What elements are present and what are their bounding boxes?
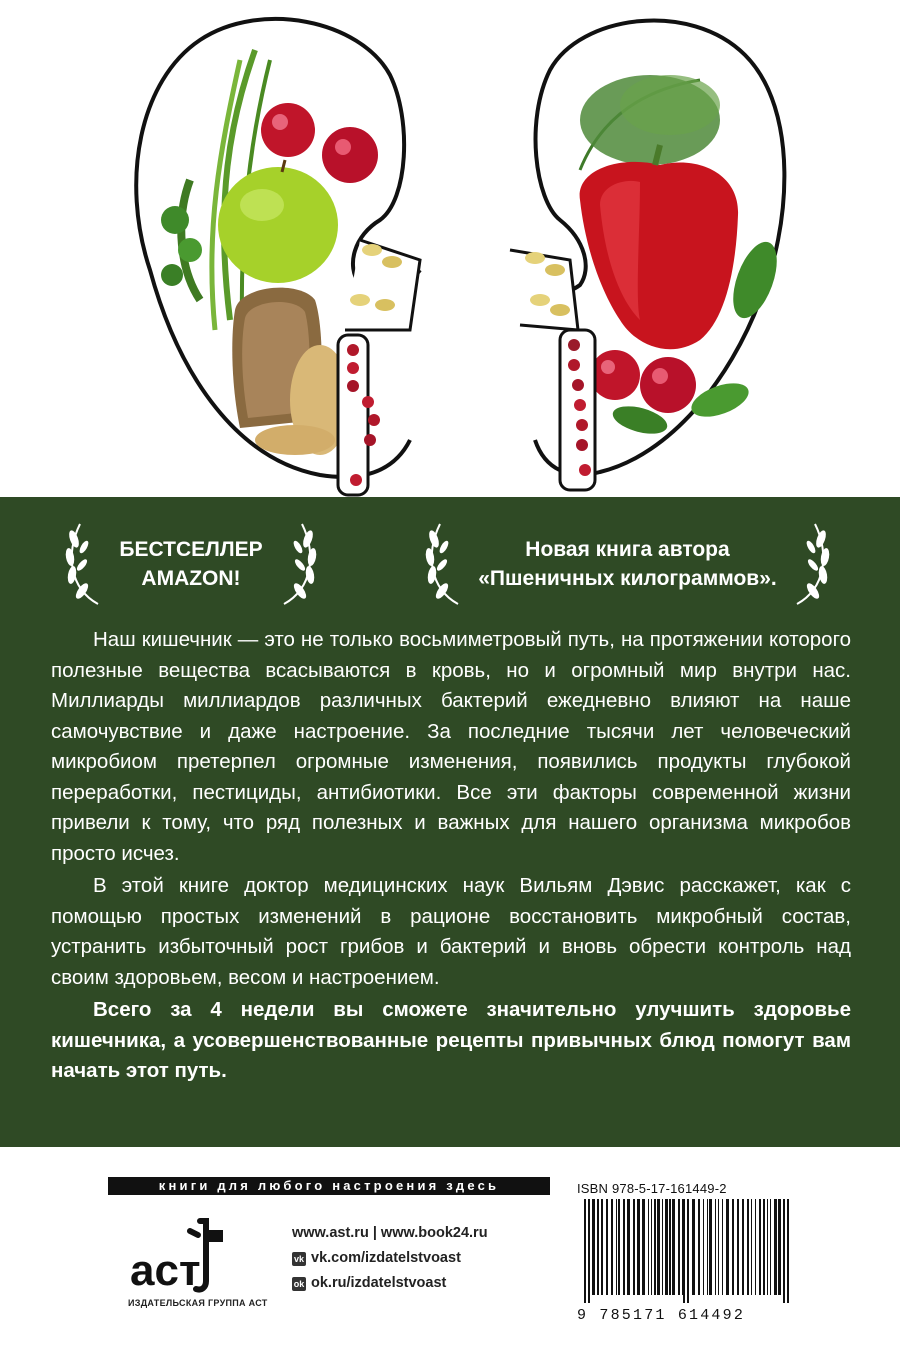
description-highlight: Всего за 4 недели вы сможете значительно улучшить здоровье кишечника, а усовершенствованные рецепты привычных блюд помогут вам начать этот путь. bbox=[51, 998, 851, 1082]
new-book-text bbox=[478, 535, 776, 593]
description-paragraph: В этой книге доктор медицинских наук Вильям Дэвис расскажет, как с помощью простых изменений в рационе восстановить микробный состав, устранить избыточный рост грибов и бактерий и вновь обрести контроль над своим здоровьем, весом и настроением. bbox=[51, 874, 851, 989]
ok-text[interactable]: ok.ru/izdatelstvoast bbox=[311, 1275, 447, 1291]
new-book-badge bbox=[420, 519, 835, 609]
vk-icon: vk bbox=[293, 1253, 304, 1264]
vk-text[interactable]: vk.com/izdatelstvoast bbox=[311, 1250, 461, 1266]
cover-illustration bbox=[0, 0, 900, 497]
isbn-text: ISBN 978-5-17-161449-2 bbox=[577, 1181, 727, 1196]
red-pepper-icon bbox=[580, 145, 738, 349]
svg-text:аст: аст bbox=[130, 1246, 201, 1295]
intestine-tube-right bbox=[510, 250, 595, 490]
publisher-links bbox=[292, 1221, 488, 1296]
laurel-right-icon bbox=[276, 519, 322, 609]
award-line: БЕСТСЕЛЛЕР bbox=[119, 538, 263, 561]
sites-link[interactable] bbox=[292, 1221, 488, 1246]
award-line: AMAZON! bbox=[141, 567, 241, 590]
gut-food-illustration bbox=[0, 0, 900, 497]
apple-icon bbox=[218, 160, 338, 283]
sites-text[interactable]: www.ast.ru | www.book24.ru bbox=[292, 1225, 488, 1241]
laurel-right-icon bbox=[789, 519, 835, 609]
description-panel bbox=[0, 497, 900, 1147]
award-line: «Пшеничных килограммов». bbox=[478, 567, 777, 590]
radish-icon bbox=[590, 350, 696, 413]
bestseller-badge bbox=[60, 519, 322, 609]
vk-link[interactable] bbox=[292, 1246, 488, 1271]
back-cover-footer bbox=[0, 1147, 900, 1362]
barcode-icon bbox=[580, 1199, 795, 1303]
laurel-left-icon bbox=[420, 519, 466, 609]
publisher-name: ИЗДАТЕЛЬСКАЯ ГРУППА АСТ bbox=[128, 1298, 268, 1308]
award-line: Новая книга автора bbox=[525, 538, 730, 561]
description-paragraph: Наш кишечник — это не только восьмиметровый путь, на протяжении которого полезные вещества всасываются в кровь, но и огромный мир внутри нас. Миллиарды миллиардов различных бактерий ежедневно влияют на наше самочувствие и даже настроение. За последние тысячи лет человеческий микробиом претерпел огромные изменения, появились продукты глубокой переработки, пестициды, антибиотики. Все эти факторы современной жизни привели к тому, что ряд полезных и важных для нашего организма микробов просто исчез. bbox=[51, 628, 851, 865]
ok-icon: ok bbox=[293, 1278, 305, 1289]
slogan-bar: книги для любого настроения здесь bbox=[108, 1177, 550, 1195]
ok-link[interactable] bbox=[292, 1271, 488, 1296]
dill-icon bbox=[580, 75, 720, 170]
ast-logo-icon bbox=[128, 1211, 238, 1297]
barcode-digits: 9 785171 614492 bbox=[577, 1307, 746, 1324]
intestine-tube-left bbox=[338, 240, 420, 495]
laurel-left-icon bbox=[60, 519, 106, 609]
parsley-icon bbox=[161, 206, 202, 286]
bestseller-text bbox=[119, 535, 262, 593]
book-description bbox=[51, 625, 851, 1087]
